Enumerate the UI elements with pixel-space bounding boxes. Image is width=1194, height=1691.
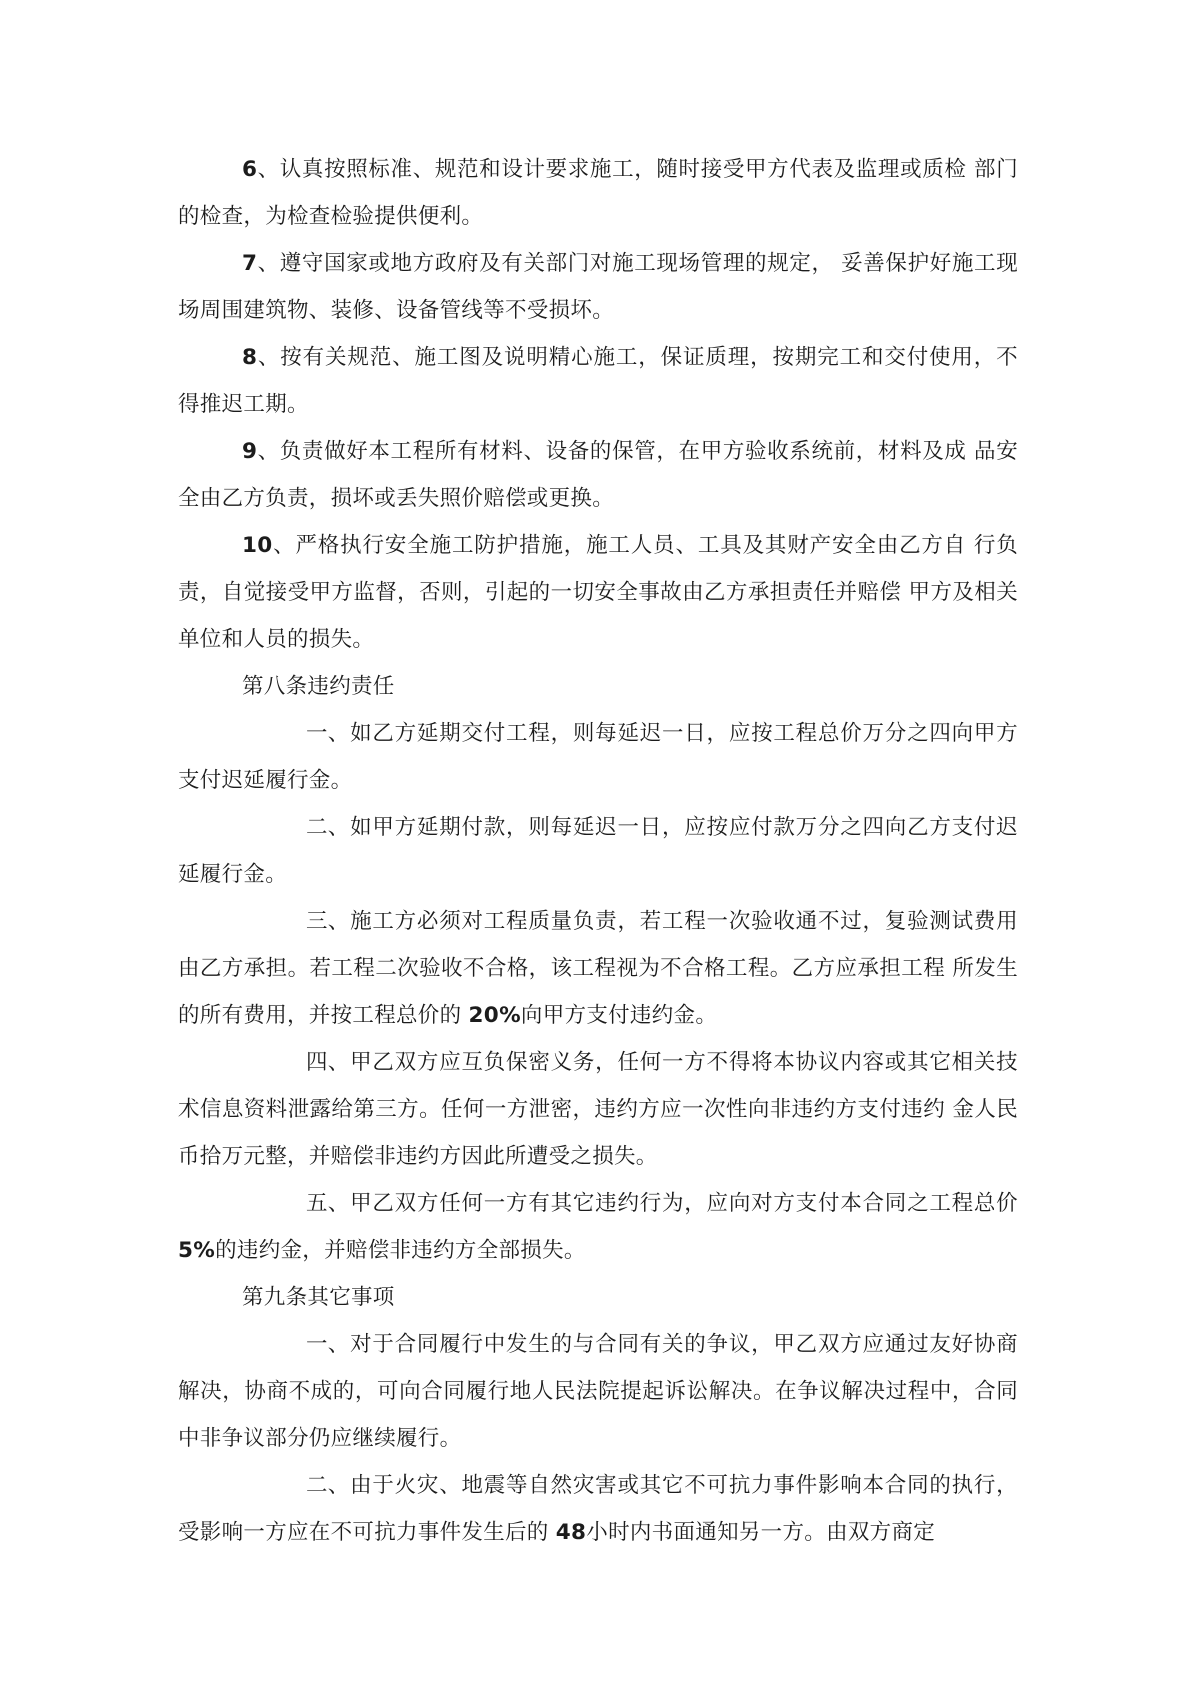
item-number: 10 <box>242 533 273 558</box>
article-9-clause <box>178 1462 1018 1556</box>
item-number: 6 <box>242 157 258 182</box>
obligation-item <box>178 240 1018 334</box>
clause-number: 一、 <box>306 1332 350 1357</box>
clause-text: 甲乙双方应互负保密义务，任何一方不得将本协议内容或其它相关技术信息资料泄露给第三方。任何一方泄密，违约方应一次性向非违约方支付违约 金人民币拾万元整，并赔偿非违约方因此所遭受之损失。 <box>178 1050 1018 1169</box>
item-number: 8 <box>242 345 258 370</box>
article-8-clause <box>178 804 1018 898</box>
article-9-title: 第九条其它事项 <box>242 1285 395 1310</box>
clause-text: 如乙方延期交付工程，则每延迟一日，应按工程总价万分之四向甲方支付迟延履行金。 <box>178 721 1018 793</box>
clause-number: 一、 <box>306 721 350 746</box>
clause-text: 施工方必须对工程质量负责，若工程一次验收通不过，复验测试费用由乙方承担。若工程二次验收不合格，该工程视为不合格工程。乙方应承担工程 所发生的所有费用，并按工程总价的 <box>178 909 1018 1028</box>
clause-text: 如甲方延期付款，则每延迟一日，应按应付款万分之四向乙方支付迟延履行金。 <box>178 815 1018 887</box>
clause-text: 对于合同履行中发生的与合同有关的争议，甲乙双方应通过友好协商解决，协商不成的，可向合同履行地人民法院提起诉讼解决。在争议解决过程中，合同中非争议部分仍应继续履行。 <box>178 1332 1018 1451</box>
item-text: 、严格执行安全施工防护措施，施工人员、工具及其财产安全由乙方自 行负责，自觉接受甲方监督，否则，引起的一切安全事故由乙方承担责任并赔偿 甲方及相关单位和人员的损失。 <box>178 533 1018 652</box>
clause-number: 三、 <box>306 909 350 934</box>
obligation-item <box>178 428 1018 522</box>
item-text: 、按有关规范、施工图及说明精心施工，保证质理，按期完工和交付使用，不得推迟工期。 <box>178 345 1018 417</box>
obligation-item <box>178 334 1018 428</box>
item-number: 9 <box>242 439 258 464</box>
clause-text: 甲乙双方任何一方有其它违约行为，应向对方支付本合同之工程总价 <box>349 1191 1018 1216</box>
clause-number: 二、 <box>306 815 350 840</box>
notice-hours: 48 <box>555 1520 587 1545</box>
item-number: 7 <box>242 251 258 276</box>
clause-text: 由于火灾、地震等自然灾害或其它不可抗力事件影响本合同的执行，受影响一方应在不可抗力事件发生后的 <box>178 1473 1018 1545</box>
clause-number: 五、 <box>306 1191 350 1216</box>
article-8-clause <box>178 898 1018 1039</box>
clause-text: 向甲方支付违约金。 <box>520 1003 718 1028</box>
item-text: 、认真按照标准、规范和设计要求施工，随时接受甲方代表及监理或质检 部门的检查，为检查检验提供便利。 <box>178 157 1018 229</box>
article-8-clause <box>178 1180 1018 1274</box>
obligation-item <box>178 522 1018 663</box>
item-text: 、遵守国家或地方政府及有关部门对施工现场管理的规定， 妥善保护好施工现场周围建筑物、装修、设备管线等不受损坏。 <box>178 251 1018 323</box>
clause-number: 四、 <box>306 1050 350 1075</box>
article-8-clause <box>178 710 1018 804</box>
article-8-clause <box>178 1039 1018 1180</box>
penalty-rate: 5% <box>178 1238 216 1263</box>
document-body <box>178 146 1018 1556</box>
obligation-item <box>178 146 1018 240</box>
article-9-clause <box>178 1321 1018 1462</box>
item-text: 、负责做好本工程所有材料、设备的保管，在甲方验收系统前，材料及成 品安全由乙方负责，损坏或丢失照价赔偿或更换。 <box>178 439 1018 511</box>
clause-number: 二、 <box>306 1473 350 1498</box>
penalty-rate: 20% <box>468 1003 521 1028</box>
clause-text: 的违约金，并赔偿非违约方全部损失。 <box>215 1238 586 1263</box>
clause-text: 小时内书面通知另一方。由双方商定 <box>586 1520 936 1545</box>
article-8-title: 第八条违约责任 <box>242 674 395 699</box>
